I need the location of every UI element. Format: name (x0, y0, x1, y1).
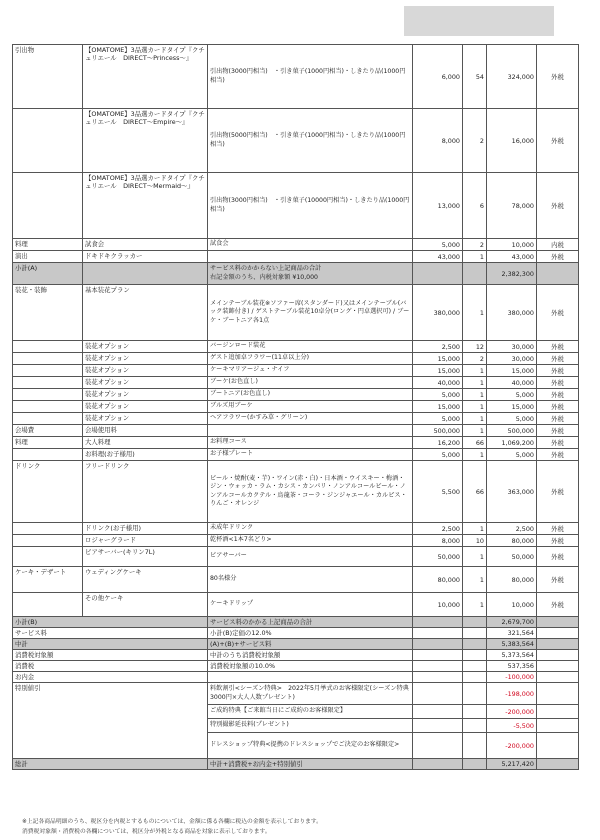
discount-amount-cell: -200,000 (487, 733, 537, 759)
discount-desc-cell: ご成約特典【ご来館当日にご成約のお客様限定】 (208, 705, 413, 719)
amount-cell: 1,069,200 (487, 437, 537, 449)
quantity-cell: 6 (463, 173, 487, 239)
blank-cell (413, 617, 463, 628)
total-label-cell: 総計 (13, 759, 208, 770)
blank-cell (413, 683, 463, 705)
description-cell: ビール・焼酎(麦・芋)・ワイン(赤・白)・日本酒・ウイスキー・梅酒・ジン・ウォッカ・ラム・カシス・カンパリ・ノンアルコールビール・ノンアルコールカクテル・烏龍茶・コーラ・ジンジャエール・カルピス・りんご・オレンジ (208, 461, 413, 523)
amount-cell: 5,000 (487, 449, 537, 461)
amount-cell: 30,000 (487, 353, 537, 365)
table-row (13, 593, 579, 617)
discount-desc-cell: 料飲割引<シーズン特典> 2022年5月挙式のお客様限定(シーズン特典3000円×大人人数プレゼント) (208, 683, 413, 705)
tax-type-cell: 外税 (537, 593, 579, 617)
tax-type-cell: 外税 (537, 45, 579, 109)
tax-type-cell: 外税 (537, 173, 579, 239)
unit-price-cell: 5,000 (413, 239, 463, 251)
table-row (13, 461, 579, 523)
tax-type-cell: 外税 (537, 377, 579, 389)
unit-price-cell: 50,000 (413, 547, 463, 567)
category-cell: 小計(A) (13, 263, 83, 285)
description-cell: 引出物(5000円相当) ・引き菓子(1000円相当)・しきたり品(1000円相当) (208, 109, 413, 173)
blank-cell (537, 683, 579, 705)
description-cell: 未成年ドリンク (208, 523, 413, 535)
category-cell: 会場費 (13, 425, 83, 437)
table-row (13, 173, 579, 239)
blank-cell (537, 733, 579, 759)
table-row (13, 285, 579, 341)
blank-cell (413, 628, 463, 639)
blank-cell (413, 705, 463, 719)
discount-amount-cell: -5,500 (487, 719, 537, 733)
discount-amount-cell: -200,000 (487, 705, 537, 719)
table-row (13, 523, 579, 535)
blank-cell (463, 628, 487, 639)
category-cell (13, 365, 83, 377)
unit-price-cell: 80,000 (413, 567, 463, 593)
table-row (13, 341, 579, 353)
summary-amount-cell: 537,356 (487, 661, 537, 672)
unit-price-cell: 6,000 (413, 45, 463, 109)
description-cell: メインテーブル装花※ソファー席(スタンダード)又はメインテーブル(バック装飾付き) / ゲストテーブル装花10卓分(ロング・円卓選択可) / ブーケ・ブートニア各1点 (208, 285, 413, 341)
blank-cell (537, 719, 579, 733)
quantity-cell: 1 (463, 389, 487, 401)
category-cell (13, 173, 83, 239)
quantity-cell: 1 (463, 449, 487, 461)
blank-cell (463, 705, 487, 719)
amount-cell: 500,000 (487, 425, 537, 437)
item-cell: 【OMATOME】3品選カードタイプ『クチュリエール DIRECT〜Mermaid〜』 (83, 173, 208, 239)
quantity-cell: 1 (463, 425, 487, 437)
item-cell: 装花オプション (83, 341, 208, 353)
amount-cell: 15,000 (487, 365, 537, 377)
total-row (13, 759, 579, 770)
description-cell: ケーキマリアージュ・ナイフ (208, 365, 413, 377)
tax-type-cell: 内税 (537, 239, 579, 251)
unit-price-cell: 2,500 (413, 523, 463, 535)
description-cell: バージンロード装花 (208, 341, 413, 353)
quantity-cell: 1 (463, 285, 487, 341)
tax-type-cell: 外税 (537, 341, 579, 353)
blank-cell (537, 705, 579, 719)
category-cell (13, 593, 83, 617)
table-row (13, 547, 579, 567)
blank-cell (463, 719, 487, 733)
table-row (13, 365, 579, 377)
amount-cell: 80,000 (487, 535, 537, 547)
unit-price-cell: 500,000 (413, 425, 463, 437)
amount-cell: 2,500 (487, 523, 537, 535)
description-cell: ブルズ用ブーケ (208, 401, 413, 413)
table-row (13, 45, 579, 109)
amount-cell: 78,000 (487, 173, 537, 239)
summary-desc-cell: 小計(B)定価の12.0% (208, 628, 413, 639)
quantity-cell: 1 (463, 377, 487, 389)
description-cell: ケーキドリップ (208, 593, 413, 617)
blank-cell (463, 639, 487, 650)
item-cell: ビアサーバー(キリン7L) (83, 547, 208, 567)
amount-cell: 380,000 (487, 285, 537, 341)
description-cell (208, 251, 413, 263)
blank-cell (463, 759, 487, 770)
table-row (13, 353, 579, 365)
blank-cell (537, 628, 579, 639)
category-cell (13, 377, 83, 389)
tax-type-cell (537, 263, 579, 285)
summary-row (13, 639, 579, 650)
description-cell: 引出物(3000円相当) ・引き菓子(10000円相当)・しきたり品(1000円相当) (208, 173, 413, 239)
summary-desc-cell (208, 672, 413, 683)
summary-row (13, 650, 579, 661)
category-cell (13, 547, 83, 567)
amount-cell: 363,000 (487, 461, 537, 523)
table-row (13, 567, 579, 593)
blank-cell (413, 733, 463, 759)
summary-amount-cell: 5,373,564 (487, 650, 537, 661)
tax-type-cell: 外税 (537, 353, 579, 365)
table-row (13, 263, 579, 285)
discount-desc-cell: 特別撮影延長料(プレゼント) (208, 719, 413, 733)
item-cell: 装花オプション (83, 413, 208, 425)
summary-label-cell: 小計(B) (13, 617, 208, 628)
tax-type-cell: 外税 (537, 523, 579, 535)
quantity-cell: 1 (463, 567, 487, 593)
item-cell: ウェディングケーキ (83, 567, 208, 593)
quantity-cell: 2 (463, 353, 487, 365)
summary-label-cell: 消費税対象額 (13, 650, 208, 661)
item-cell: 装花オプション (83, 365, 208, 377)
description-cell: ゲスト追加卓フラワー(11卓以上分) (208, 353, 413, 365)
item-cell: ロジャーグラード (83, 535, 208, 547)
summary-desc-cell: サービス料のかかる上記商品の合計 (208, 617, 413, 628)
tax-type-cell: 外税 (537, 109, 579, 173)
tax-type-cell: 外税 (537, 535, 579, 547)
quantity-cell: 1 (463, 365, 487, 377)
tax-type-cell: 外税 (537, 285, 579, 341)
table-row (13, 437, 579, 449)
table-row (13, 377, 579, 389)
description-cell: サービス料のかからない上記商品の合計 右記金額のうち、内税対象額 ¥10,000 (208, 263, 413, 285)
amount-cell: 10,000 (487, 593, 537, 617)
discount-label-cell: 特別値引 (13, 683, 208, 759)
item-cell: 装花オプション (83, 389, 208, 401)
tax-type-cell: 外税 (537, 401, 579, 413)
amount-cell: 10,000 (487, 239, 537, 251)
quantity-cell: 1 (463, 401, 487, 413)
quantity-cell: 1 (463, 547, 487, 567)
category-cell: 料理 (13, 239, 83, 251)
category-cell (13, 109, 83, 173)
unit-price-cell: 5,000 (413, 413, 463, 425)
item-cell: 【OMATOME】3品選カードタイプ『クチュリエール DIRECT〜Princess〜』 (83, 45, 208, 109)
blank-cell (413, 719, 463, 733)
unit-price-cell: 5,500 (413, 461, 463, 523)
category-cell (13, 341, 83, 353)
quantity-cell: 66 (463, 461, 487, 523)
blank-cell (537, 759, 579, 770)
item-cell: 装花オプション (83, 353, 208, 365)
tax-type-cell: 外税 (537, 449, 579, 461)
category-cell (13, 401, 83, 413)
amount-cell: 30,000 (487, 341, 537, 353)
item-cell: ドキドキクラッカー (83, 251, 208, 263)
unit-price-cell: 2,500 (413, 341, 463, 353)
unit-price-cell: 16,200 (413, 437, 463, 449)
table-row (13, 109, 579, 173)
blank-cell (463, 661, 487, 672)
blank-cell (463, 650, 487, 661)
unit-price-cell: 5,000 (413, 449, 463, 461)
total-amount-cell: 5,217,420 (487, 759, 537, 770)
summary-row (13, 617, 579, 628)
table-row (13, 425, 579, 437)
description-cell (208, 425, 413, 437)
blank-cell (463, 617, 487, 628)
description-cell: ブーケ(お色直し) (208, 377, 413, 389)
quantity-cell: 12 (463, 341, 487, 353)
tax-type-cell: 外税 (537, 413, 579, 425)
footnote-2: 消費税対象額・消費税の各欄については、税区分が外税となる商品を対象に表示しております。 (22, 829, 271, 835)
amount-cell: 40,000 (487, 377, 537, 389)
amount-cell: 2,382,300 (487, 263, 537, 285)
quantity-cell: 1 (463, 251, 487, 263)
header-redaction-block (404, 6, 554, 36)
blank-cell (413, 650, 463, 661)
summary-amount-cell: -100,000 (487, 672, 537, 683)
item-cell: 会場使用料 (83, 425, 208, 437)
quantity-cell: 66 (463, 437, 487, 449)
unit-price-cell: 13,000 (413, 173, 463, 239)
summary-desc-cell: 消費税対象額の10.0% (208, 661, 413, 672)
summary-amount-cell: 321,564 (487, 628, 537, 639)
category-cell (13, 449, 83, 461)
quantity-cell (463, 263, 487, 285)
description-cell: 80名様分 (208, 567, 413, 593)
quantity-cell: 1 (463, 413, 487, 425)
description-cell: 引出物(3000円相当) ・引き菓子(1000円相当)・しきたり品(1000円相当) (208, 45, 413, 109)
category-cell: ドリンク (13, 461, 83, 523)
summary-label-cell: 消費税 (13, 661, 208, 672)
quantity-cell: 1 (463, 593, 487, 617)
amount-cell: 324,000 (487, 45, 537, 109)
item-cell: 試食会 (83, 239, 208, 251)
estimate-table (12, 44, 579, 770)
category-cell: 引出物 (13, 45, 83, 109)
quantity-cell: 1 (463, 523, 487, 535)
description-cell: ビアサーバー (208, 547, 413, 567)
summary-amount-cell: 5,383,564 (487, 639, 537, 650)
description-cell: 試食会 (208, 239, 413, 251)
tax-type-cell: 外税 (537, 365, 579, 377)
category-cell (13, 413, 83, 425)
quantity-cell: 10 (463, 535, 487, 547)
quantity-cell: 54 (463, 45, 487, 109)
description-cell: ブートニア(お色直し) (208, 389, 413, 401)
table-row (13, 251, 579, 263)
summary-desc-cell: (A)+(B)+サービス料 (208, 639, 413, 650)
amount-cell: 5,000 (487, 389, 537, 401)
amount-cell: 16,000 (487, 109, 537, 173)
tax-type-cell: 外税 (537, 461, 579, 523)
item-cell: フリードリンク (83, 461, 208, 523)
table-row (13, 239, 579, 251)
blank-cell (463, 733, 487, 759)
unit-price-cell: 380,000 (413, 285, 463, 341)
unit-price-cell: 5,000 (413, 389, 463, 401)
item-cell (83, 263, 208, 285)
unit-price-cell: 8,000 (413, 109, 463, 173)
tax-type-cell: 外税 (537, 425, 579, 437)
category-cell (13, 389, 83, 401)
summary-label-cell: サービス料 (13, 628, 208, 639)
item-cell: お料理(お子様用) (83, 449, 208, 461)
blank-cell (463, 683, 487, 705)
description-cell: お子様プレート (208, 449, 413, 461)
summary-label-cell: 中計 (13, 639, 208, 650)
summary-label-cell: お内金 (13, 672, 208, 683)
discount-amount-cell: -198,000 (487, 683, 537, 705)
category-cell (13, 535, 83, 547)
unit-price-cell: 10,000 (413, 593, 463, 617)
table-row (13, 389, 579, 401)
table-row (13, 449, 579, 461)
summary-row (13, 661, 579, 672)
item-cell: 【OMATOME】3品選カードタイプ『クチュリエール DIRECT〜Empire〜』 (83, 109, 208, 173)
amount-cell: 5,000 (487, 413, 537, 425)
blank-cell (413, 672, 463, 683)
tax-type-cell: 外税 (537, 567, 579, 593)
blank-cell (537, 617, 579, 628)
tax-type-cell: 外税 (537, 437, 579, 449)
table-row (13, 401, 579, 413)
blank-cell (413, 661, 463, 672)
unit-price-cell: 15,000 (413, 365, 463, 377)
tax-type-cell: 外税 (537, 389, 579, 401)
category-cell (13, 523, 83, 535)
tax-type-cell: 外税 (537, 547, 579, 567)
quantity-cell: 2 (463, 239, 487, 251)
item-cell: 基本装花プラン (83, 285, 208, 341)
item-cell: 装花オプション (83, 377, 208, 389)
blank-cell (413, 759, 463, 770)
item-cell: その他ケーキ (83, 593, 208, 617)
unit-price-cell: 43,000 (413, 251, 463, 263)
blank-cell (537, 661, 579, 672)
summary-desc-cell: 中計のうち消費税対象額 (208, 650, 413, 661)
category-cell: ケーキ・デザート (13, 567, 83, 593)
item-cell: ドリンク(お子様用) (83, 523, 208, 535)
quantity-cell: 2 (463, 109, 487, 173)
item-cell: 大人料理 (83, 437, 208, 449)
blank-cell (537, 650, 579, 661)
summary-row (13, 672, 579, 683)
amount-cell: 80,000 (487, 567, 537, 593)
item-cell: 装花オプション (83, 401, 208, 413)
unit-price-cell: 15,000 (413, 401, 463, 413)
description-cell: お料理コース (208, 437, 413, 449)
blank-cell (537, 639, 579, 650)
amount-cell: 43,000 (487, 251, 537, 263)
unit-price-cell: 8,000 (413, 535, 463, 547)
unit-price-cell (413, 263, 463, 285)
footnote-1: ※上記各商品明細のうち、税区分を内税とするものについては、金額に係る各欄に税込の金額を表示しております。 (22, 819, 322, 825)
table-row (13, 535, 579, 547)
summary-amount-cell: 2,679,700 (487, 617, 537, 628)
discount-row (13, 683, 579, 705)
description-cell: 乾杯酒<1本7名どり> (208, 535, 413, 547)
discount-desc-cell: ドレスショップ特典<提携のドレスショップでご決定のお客様限定> (208, 733, 413, 759)
amount-cell: 15,000 (487, 401, 537, 413)
category-cell (13, 353, 83, 365)
total-desc-cell: 中計+消費税+お内金+特別値引 (208, 759, 413, 770)
summary-row (13, 628, 579, 639)
blank-cell (537, 672, 579, 683)
table-row (13, 413, 579, 425)
category-cell: 装花・装飾 (13, 285, 83, 341)
tax-type-cell: 外税 (537, 251, 579, 263)
category-cell: 演出 (13, 251, 83, 263)
description-cell: ヘアフラワー(かすみ草・グリーン) (208, 413, 413, 425)
unit-price-cell: 40,000 (413, 377, 463, 389)
unit-price-cell: 15,000 (413, 353, 463, 365)
blank-cell (413, 639, 463, 650)
category-cell: 料理 (13, 437, 83, 449)
blank-cell (463, 672, 487, 683)
amount-cell: 50,000 (487, 547, 537, 567)
